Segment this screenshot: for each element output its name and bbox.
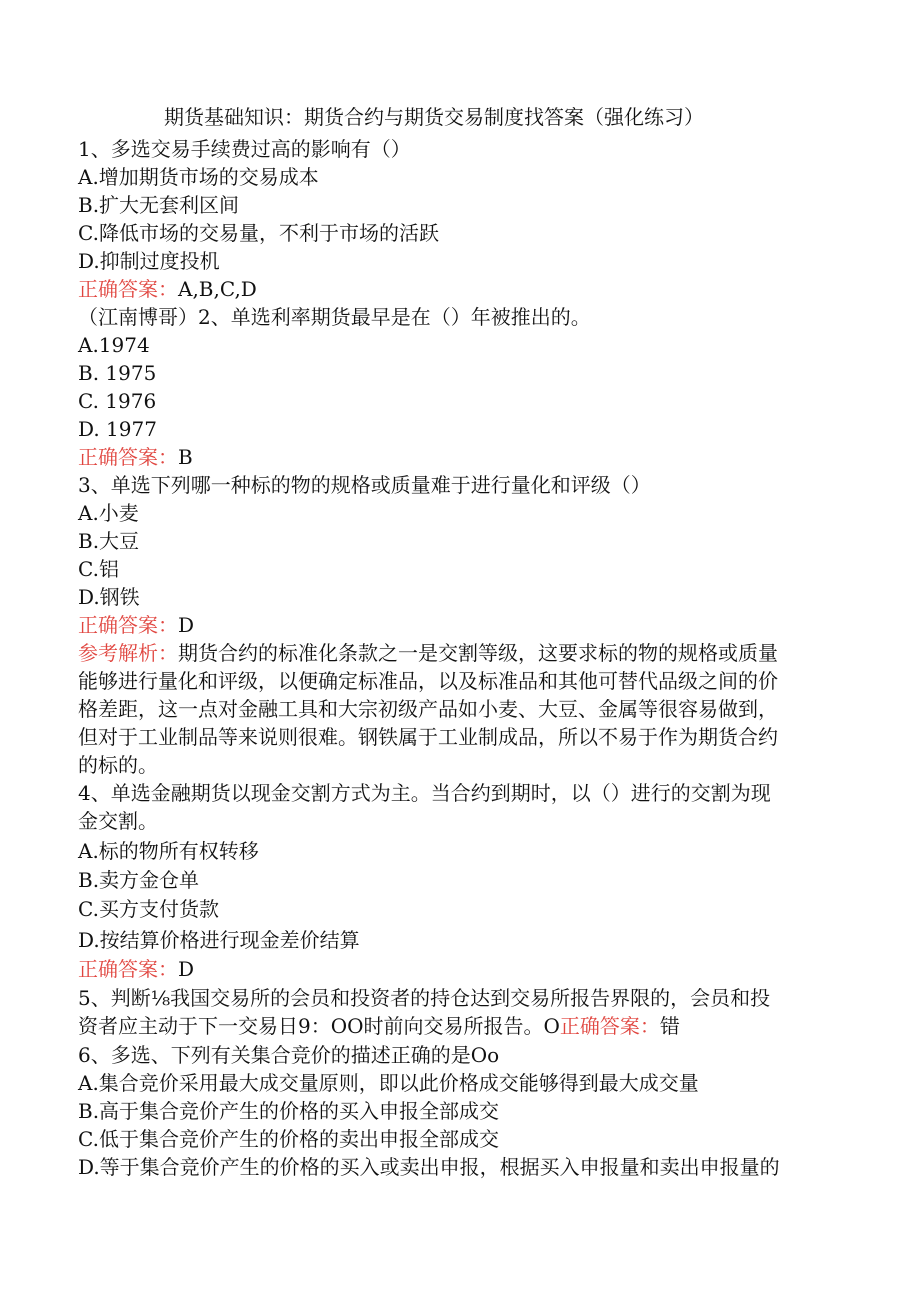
answer-label: 正确答案： [78,957,178,981]
question-2-option-c: C. 1976 [78,389,157,413]
question-4-stem-line-1: 4、单选金融期货以现金交割方式为主。当合约到期时，以（）进行的交割为现 [78,781,771,805]
question-2-option-b: B. 1975 [78,361,157,385]
question-5-stem-line-1: 5、判断⅛我国交易所的会员和投资者的持仓达到交易所报告界限的，会员和投 [78,986,771,1010]
answer-label: 正确答案： [78,277,178,301]
question-4-option-a: A.标的物所有权转移 [78,839,259,863]
question-3-option-b: B.大豆 [78,529,140,553]
question-3-stem: 3、单选下列哪一种标的物的规格或质量难于进行量化和评级（） [78,473,651,497]
question-2-answer [78,443,193,471]
question-1-option-b: B.扩大无套利区间 [78,193,240,217]
question-6-stem: 6、多选、下列有关集合竞价的描述正确的是Oo [78,1043,500,1067]
question-6-option-d: D.等于集合竞价产生的价格的买入或卖出申报，根据买入申报量和卖出申报量的 [78,1155,780,1179]
question-3-option-d: D.钢铁 [78,585,140,609]
question-3-analysis-line-2: 能够进行量化和评级，以便确定标准品，以及标准品和其他可替代品级之间的价 [78,669,778,693]
question-2-option-a: A.1974 [78,333,150,357]
question-2-stem: （江南博哥）2、单选利率期货最早是在（）年被推出的。 [78,305,591,329]
question-1-stem: 1、多选交易手续费过高的影响有（） [78,137,411,161]
question-4-answer [78,955,194,983]
analysis-label: 参考解析： [78,641,178,665]
question-3-answer [78,611,194,639]
answer-value: 错 [659,1014,680,1038]
answer-value: D [178,957,195,981]
question-6-option-a: A.集合竞价采用最大成交量原则，即以此价格成交能够得到最大成交量 [78,1071,699,1095]
question-2-option-d: D. 1977 [78,417,157,441]
document-title: 期货基础知识：期货合约与期货交易制度找答案（强化练习） [164,105,704,129]
answer-value: A,B,C,D [178,277,257,301]
question-1-option-c: C.降低市场的交易量，不利于市场的活跃 [78,221,439,245]
question-4-stem-line-2: 金交割。 [78,809,158,833]
question-4-option-d: D.按结算价格进行现金差价结算 [78,928,360,952]
question-5-stem-text: 资者应主动于下一交易日9：OO时前向交易所报告。O [78,1014,560,1038]
analysis-text: 期货合约的标准化条款之一是交割等级，这要求标的物的规格或质量 [178,641,778,665]
question-1-answer [78,275,257,303]
answer-label: 正确答案： [559,1014,660,1038]
question-5-stem-line-2 [78,1012,680,1040]
question-3-option-c: C.铝 [78,557,119,581]
question-6-option-b: B.高于集合竞价产生的价格的买入申报全部成交 [78,1099,500,1123]
question-4-option-b: B.卖方金仓单 [78,868,200,892]
question-3-analysis-line-5: 的标的。 [78,753,158,777]
question-6-option-c: C.低于集合竞价产生的价格的卖出申报全部成交 [78,1127,499,1151]
question-3-analysis-line-4: 但对于工业制品等来说则很难。钢铁属于工业制成品，所以不易于作为期货合约 [78,725,778,749]
question-1-option-a: A.增加期货市场的交易成本 [78,165,319,189]
answer-label: 正确答案： [78,613,178,637]
answer-value: B [178,445,193,469]
answer-label: 正确答案： [78,445,178,469]
question-3-analysis-line-1 [78,639,778,667]
question-1-option-d: D.抑制过度投机 [78,249,220,273]
question-4-option-c: C.买方支付货款 [78,897,219,921]
question-3-option-a: A.小麦 [78,501,139,525]
question-3-analysis-line-3: 格差距，这一点对金融工具和大宗初级产品如小麦、大豆、金属等很容易做到， [78,697,778,721]
answer-value: D [178,613,195,637]
